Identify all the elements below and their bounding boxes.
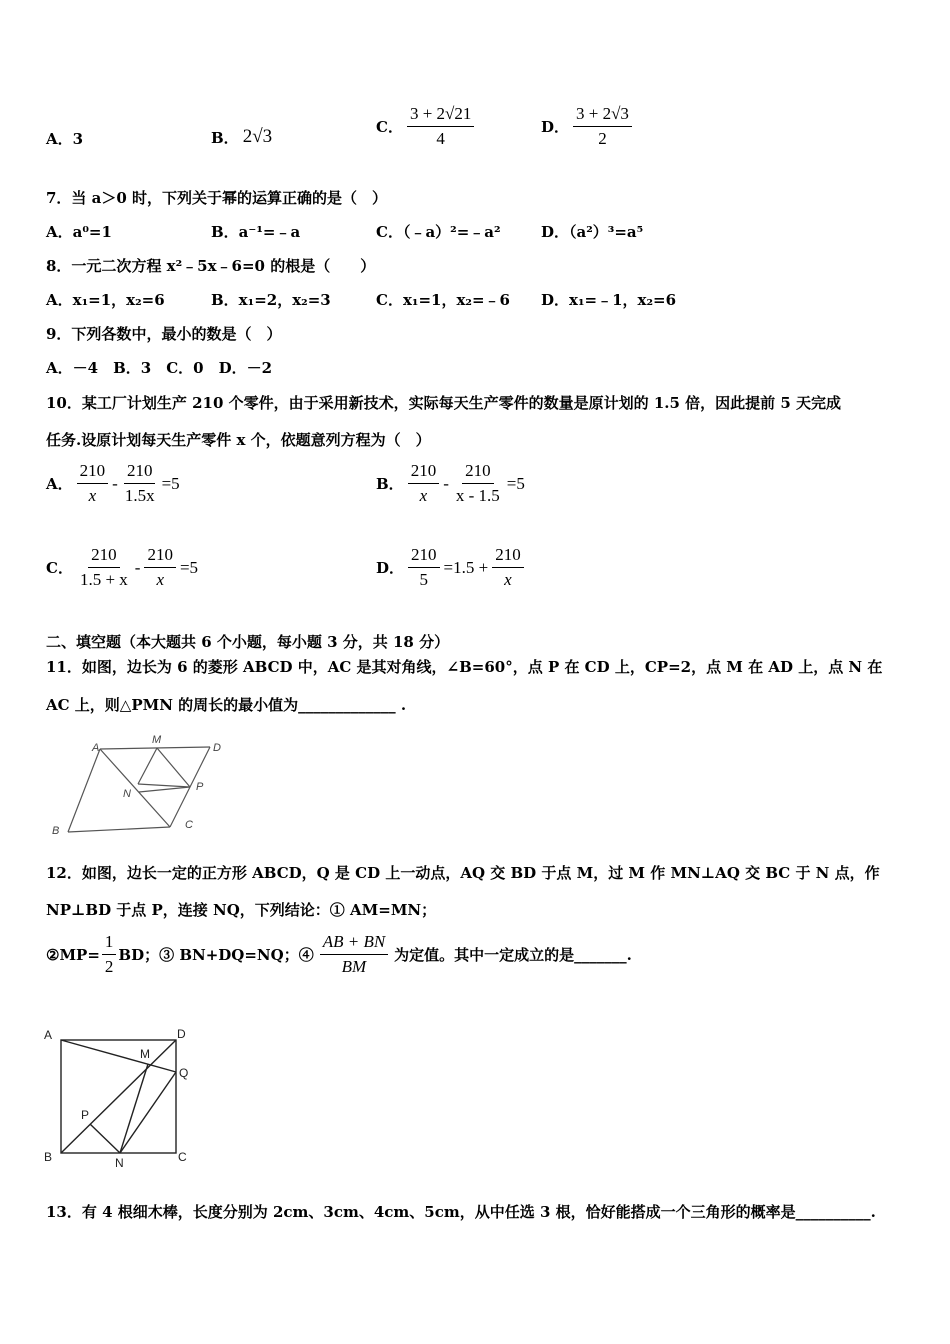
q10-b-frac1 [408,461,440,506]
q12-square-figure [38,1020,208,1170]
q8-option-b: B．x₁=2，x₂=3 [211,291,331,309]
q12-ratio-num: AB + BN [320,932,388,955]
q10-d-frac2 [492,545,524,590]
q12-line1: 12．如图，边长一定的正方形 ABCD，Q 是 CD 上一动点，AQ 交 BD 于点 M，过 M 作 MN⊥AQ 交 BC 于 N 点，作 [46,864,880,882]
q10-c-tail: =5 [179,557,199,577]
q10-a-tail: =5 [161,473,180,493]
q12-l3-a: ②MP= [46,945,100,964]
q9-options: A．－4 B．3 C．0 D．－2 [46,359,273,377]
q11-label-b: B [52,825,60,837]
q8-stem: 8．一元二次方程 x²﹣5x﹣6=0 的根是（ ） [46,257,376,275]
q12-l3-b: BD；③ BN+DQ=NQ；④ [118,946,314,964]
q8-option-c: C．x₁=1，x₂=﹣6 [376,291,510,309]
q12-half-num: 1 [102,932,117,955]
q12-half-den: 2 [104,957,114,976]
q10-option-d [376,545,524,590]
q11-label-n: N [123,788,131,800]
q12-ratio-den: BM [341,957,367,976]
q12-line3 [46,932,632,977]
q10-d-num2: 210 [492,545,524,568]
q10-a-num1: 210 [77,461,109,484]
q12-label-a: A [44,1028,53,1042]
q7-stem: 7．当 a＞0 时，下列关于幂的运算正确的是（ ） [46,189,388,207]
q10-a-num2: 210 [124,461,156,484]
q10-c-num1: 210 [88,545,120,568]
q10-option-c-label: C． [46,559,73,577]
q12-label-d: D [177,1027,186,1041]
q11-line2: AC 上，则△PMN 的周长的最小值为_____________ . [46,696,407,714]
q9-stem: 9．下列各数中，最小的数是（ ） [46,325,282,343]
q10-a-den2: 1.5x [124,486,155,505]
q12-label-q: Q [179,1066,189,1080]
q7-option-a: A．a⁰=1 [46,223,112,241]
q10-d-mid: =1.5 + [443,557,489,577]
q10-a-den1: x [88,486,97,505]
q10-option-a [46,461,180,506]
q12-label-m: M [140,1047,150,1061]
q6-option-c-fraction [407,104,474,149]
q10-b-frac2 [453,461,503,506]
q10-c-num2: 210 [144,545,176,568]
q8-option-d: D．x₁=﹣1，x₂=6 [541,291,677,309]
q10-c-minus: - [134,557,141,577]
q12-line2: NP⊥BD 于点 P，连接 NQ，下列结论：① AM=MN； [46,901,437,919]
q6-option-c-label: C． [376,118,403,136]
q7-option-c: C．（﹣a）²=﹣a² [376,223,501,241]
q7-option-d: D．（a²）³=a⁵ [541,223,644,241]
q10-b-num2: 210 [462,461,494,484]
q12-label-b: B [44,1150,53,1164]
q10-a-minus: - [112,473,118,493]
q12-label-n: N [115,1156,124,1170]
q12-half-fraction [102,932,117,977]
q11-line1: 11．如图，边长为 6 的菱形 ABCD 中，AC 是其对角线，∠B=60°，点 P 在 CD 上，CP=2，点 M 在 AD 上，点 N 在 [46,658,883,676]
q6-option-d-fraction [573,104,632,149]
q8-option-a: A．x₁=1，x₂=6 [46,291,165,309]
q10-d-frac1 [408,545,440,590]
q10-line2: 任务.设原计划每天生产零件 x 个，依题意列方程为（ ） [46,431,431,449]
q13-text: 13．有 4 根细木棒，长度分别为 2cm、3cm、4cm、5cm，从中任选 3 根，恰好能搭成一个三角形的概率是__________. [46,1203,876,1221]
q10-d-den1: 5 [419,570,429,589]
q6-option-d [541,104,632,149]
q11-label-d: D [213,742,221,754]
q6-option-b-value: 2√3 [242,126,273,147]
q11-label-a: A [92,742,100,754]
q10-option-c [46,545,198,590]
q12-label-p: P [81,1108,90,1122]
section2-heading: 二、填空题（本大题共 6 个小题，每小题 3 分，共 18 分） [46,633,450,651]
q10-d-den2: x [504,570,512,589]
q6-option-a: A．3 [46,130,84,148]
q11-label-c: C [185,819,193,831]
q12-label-c: C [178,1150,187,1164]
q10-a-frac2 [122,461,158,506]
q10-b-den2: x - 1.5 [455,486,500,505]
q10-c-frac1 [77,545,131,590]
q10-a-frac1 [77,461,109,506]
q6-option-c [376,104,474,149]
q10-option-b [376,461,525,506]
q11-label-p: P [196,781,204,793]
q10-c-den2: x [156,570,164,589]
q6-option-b-label: B． [211,128,239,147]
q7-option-b: B．a⁻¹=﹣a [211,223,301,241]
q6-option-d-label: D． [541,118,570,136]
q11-rhombus-figure [40,728,240,840]
q6-option-c-numerator: 3 + 2√21 [407,104,474,127]
q10-line1: 10．某工厂计划生产 210 个零件，由于采用新技术，实际每天生产零件的数量是原计划的 1.5 倍，因此提前 5 天完成 [46,394,842,412]
q6-option-d-numerator: 3 + 2√3 [573,104,632,127]
q12-l3-c: 为定值。其中一定成立的是_______. [394,946,632,964]
q10-option-b-label: B． [376,475,404,493]
q10-d-num1: 210 [408,545,440,568]
q6-option-b [211,126,272,148]
q6-option-c-denominator: 4 [436,129,445,148]
q11-label-m: M [152,734,162,746]
q10-b-den1: x [419,486,428,505]
q10-option-a-label: A． [46,475,73,493]
q10-c-frac2 [144,545,176,590]
q6-option-d-denominator: 2 [598,129,607,148]
q10-option-d-label: D． [376,559,405,577]
q10-b-minus: - [443,473,449,493]
q10-b-num1: 210 [408,461,440,484]
q10-c-den1: 1.5 + x [79,570,128,589]
q12-ratio-fraction [320,932,388,977]
q10-b-tail: =5 [506,473,525,493]
